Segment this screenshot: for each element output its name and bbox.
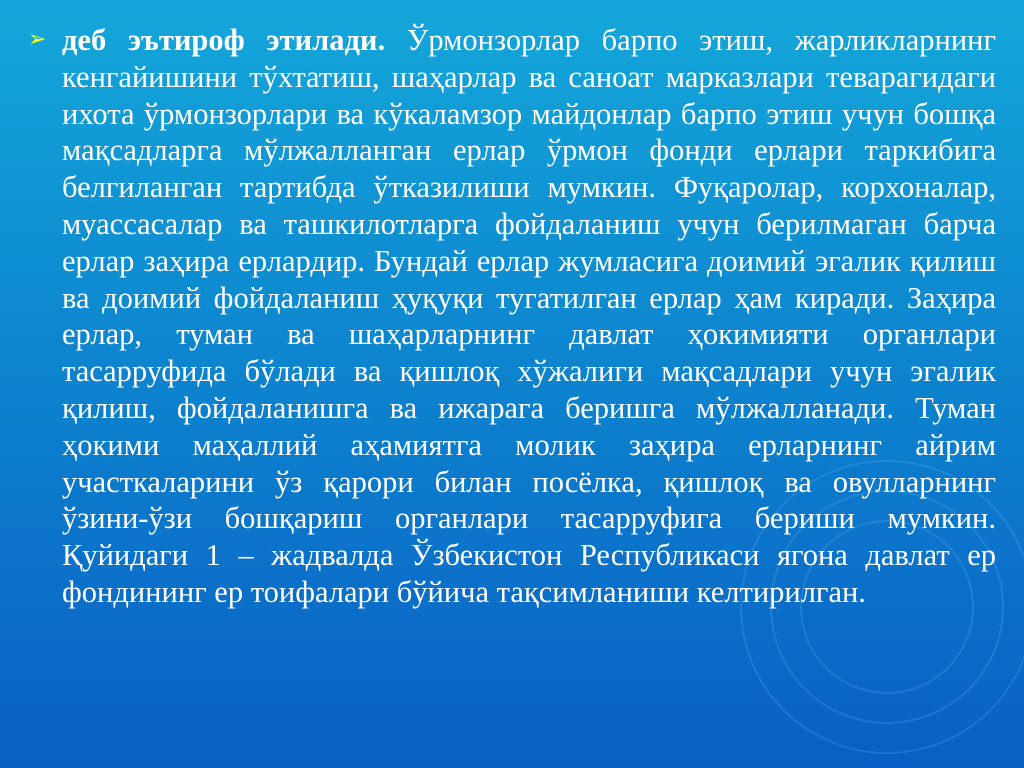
slide-content xyxy=(28,14,996,758)
bold-lead-text: деб эътироф этилади. xyxy=(62,23,386,57)
body-text: Ўрмонзорлар барпо этиш, жарликларнинг кенгайишини тўхтатиш, шаҳарлар ва саноат марказлари теварагидаги ихота ўрмонзорлари ва кўкаламзор майдонлар барпо этиш учун бошқа мақсадларга мўлжалланган ерлар ўрмон фонди ерлари таркибига белгиланган тартибда ўтказилиши мумкин. Фуқаролар, корхоналар, муассасалар ва ташкилотларга фойдаланиш учун берилмаган барча ерлар заҳира ерлардир. Бундай ерлар жумласига доимий эгалик қилиш ва доимий фойдаланиш ҳуқуқи тугатилган ерлар ҳам киради. Заҳира ерлар, туман ва шаҳарларнинг давлат ҳокимияти органлари тасарруфида бўлади ва қишлоқ хўжалиги мақсадлари учун эгалик қилиш, фойдаланишга ва ижарага беришга мўлжалланади. Туман ҳокими маҳаллий аҳамиятга молик заҳира ерларнинг айрим участкаларини ўз қарори билан посёлка, қишлоқ ва овулларнинг ўзини-ўзи бошқариш органлари тасарруфига бериши мумкин. Қуйидаги 1 – жадвалда Ўзбекистон Республикаси ягона давлат ер фондининг ер тоифалари бўйича тақсимланиши келтирилган. xyxy=(62,23,996,609)
bullet-arrow-icon: ➢ xyxy=(28,27,47,52)
paragraph xyxy=(62,22,996,611)
